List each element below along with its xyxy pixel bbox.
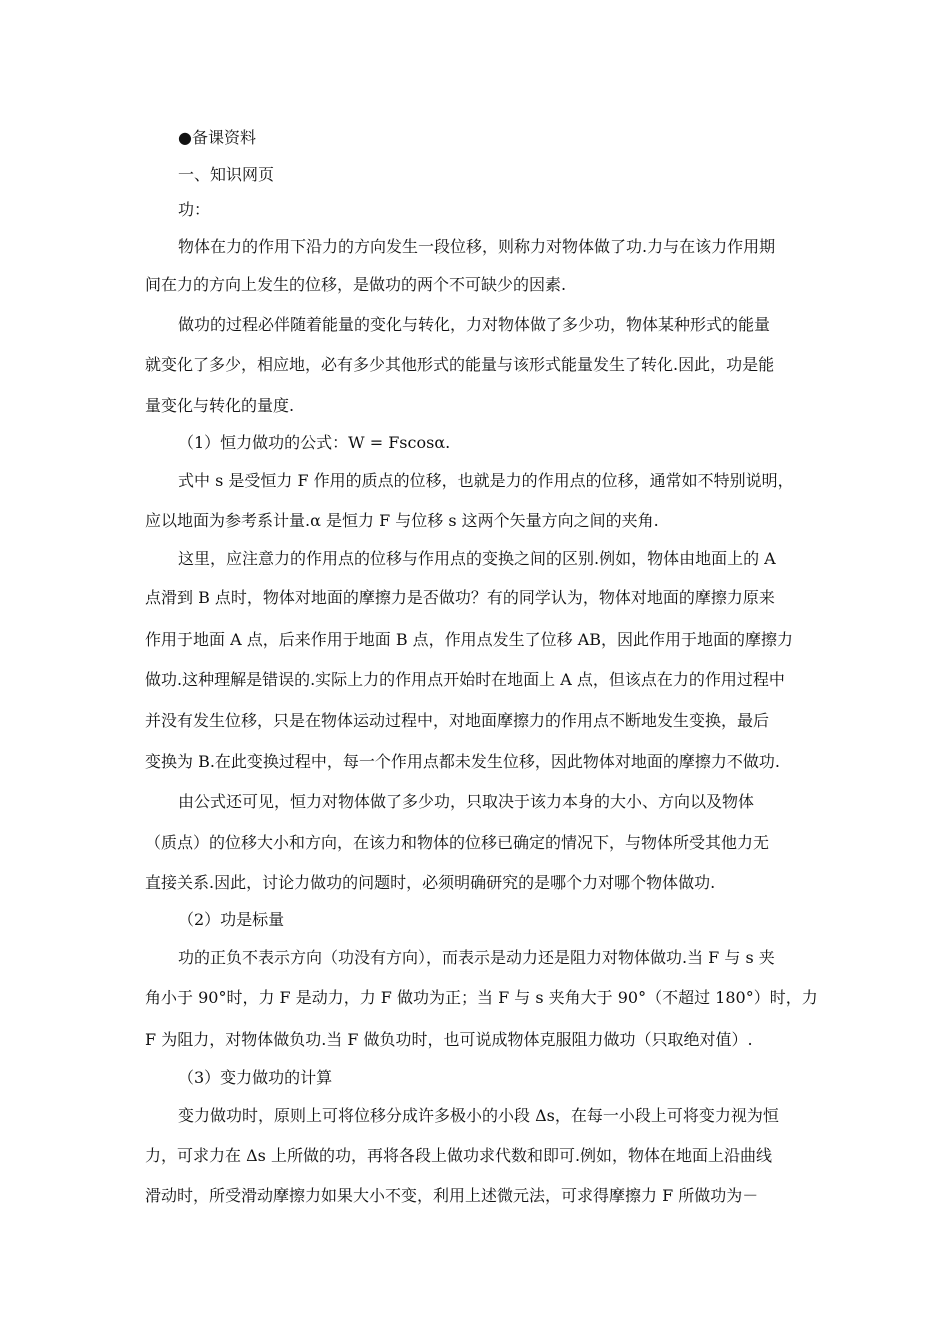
paragraph-line: 物体在力的作用下沿力的方向发生一段位移，则称力对物体做了功.力与在该力作用期 [178, 237, 776, 256]
paragraph-line: 应以地面为参考系计量.α 是恒力 F 与位移 s 这两个矢量方向之间的夹角. [145, 511, 659, 530]
paragraph-line: 式中 s 是受恒力 F 作用的质点的位移，也就是力的作用点的位移，通常如不特别说明， [178, 471, 794, 490]
paragraph-line: 角小于 90°时，力 F 是动力，力 F 做功为正；当 F 与 s 夹角大于 90°（不超过 180°）时，力 [145, 988, 818, 1007]
paragraph-line: 作用于地面 A 点，后来作用于地面 B 点，作用点发生了位移 AB，因此作用于地面的摩擦力 [145, 630, 794, 649]
section-title: ●备课资料 [178, 128, 256, 147]
paragraph-line: 功的正负不表示方向（功没有方向），而表示是动力还是阻力对物体做功.当 F 与 s 夹 [178, 948, 775, 967]
paragraph-line: 就变化了多少，相应地，必有多少其他形式的能量与该形式能量发生了转化.因此，功是能 [145, 355, 775, 374]
paragraph-line: 变换为 B.在此变换过程中，每一个作用点都未发生位移，因此物体对地面的摩擦力不做功. [145, 752, 781, 771]
item1-heading: （1）恒力做功的公式：W = Fscosα. [178, 433, 451, 452]
item3-heading: （3）变力做功的计算 [178, 1068, 333, 1087]
paragraph-line: 点滑到 B 点时，物体对地面的摩擦力是否做功？有的同学认为，物体对地面的摩擦力原来 [145, 588, 775, 607]
paragraph-line: 由公式还可见，恒力对物体做了多少功，只取决于该力本身的大小、方向以及物体 [178, 792, 755, 811]
paragraph-line: 并没有发生位移，只是在物体运动过程中，对地面摩擦力的作用点不断地发生变换，最后 [145, 711, 770, 730]
paragraph-line: 滑动时，所受滑动摩擦力如果大小不变，利用上述微元法，可求得摩擦力 F 所做功为－ [145, 1186, 759, 1205]
paragraph-line: （质点）的位移大小和方向，在该力和物体的位移已确定的情况下，与物体所受其他力无 [145, 833, 770, 852]
paragraph-line: 做功的过程必伴随着能量的变化与转化，力对物体做了多少功，物体某种形式的能量 [178, 315, 771, 334]
topic-title: 功： [178, 200, 211, 219]
item2-heading: （2）功是标量 [178, 910, 285, 929]
paragraph-line: 量变化与转化的量度. [145, 396, 295, 415]
paragraph-line: 做功.这种理解是错误的.实际上力的作用点开始时在地面上 A 点，但该点在力的作用过程中 [145, 670, 785, 689]
subsection-title: 一、知识网页 [178, 165, 275, 184]
paragraph-line: 间在力的方向上发生的位移，是做功的两个不可缺少的因素. [145, 275, 567, 294]
paragraph-line: F 为阻力，对物体做负功.当 F 做负功时，也可说成物体克服阻力做功（只取绝对值）. [145, 1030, 753, 1049]
paragraph-line: 变力做功时，原则上可将位移分成许多极小的小段 Δs，在每一小段上可将变力视为恒 [178, 1106, 779, 1125]
paragraph-line: 这里，应注意力的作用点的位移与作用点的变换之间的区别.例如，物体由地面上的 A [178, 549, 776, 568]
paragraph-line: 直接关系.因此，讨论力做功的问题时，必须明确研究的是哪个力对哪个物体做功. [145, 873, 716, 892]
paragraph-line: 力，可求力在 Δs 上所做的功，再将各段上做功求代数和即可.例如，物体在地面上沿曲线 [145, 1146, 773, 1165]
